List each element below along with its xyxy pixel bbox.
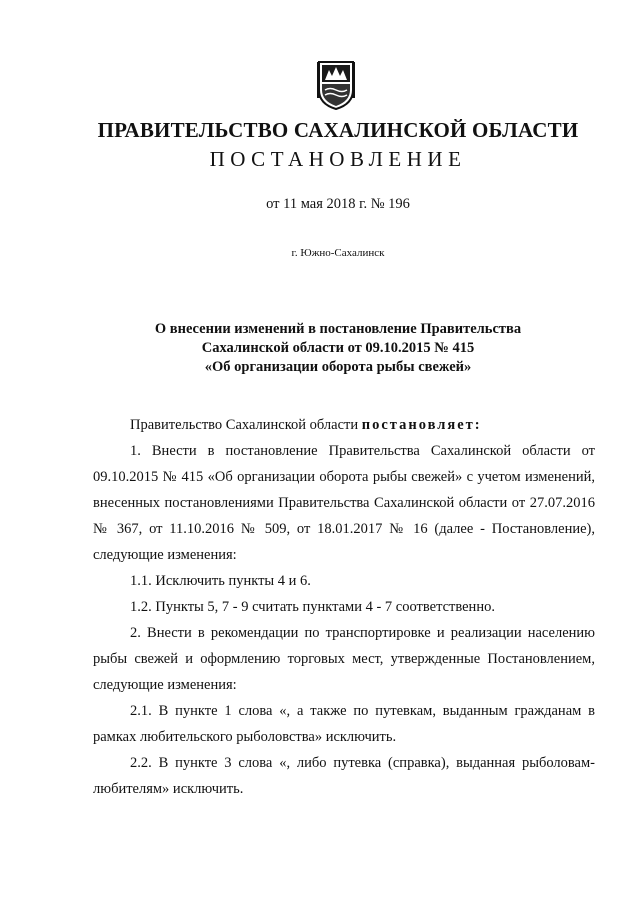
paragraph-1: 1. Внести в постановление Правительства Сахалинской области от 09.10.2015 № 415 «Об организации оборота рыбы свежей» с учетом изменений, внесенных постановлениями Правительства Сахалинской области от 27.07.2016 № 367, от 11.10.2016 № 509, от 18.01.2017 № 16 (далее - Постановление), следующие изменения: bbox=[93, 443, 595, 563]
paragraph-1-1: 1.1. Исключить пункты 4 и 6. bbox=[130, 573, 311, 589]
paragraph-1-2: 1.2. Пункты 5, 7 - 9 считать пунктами 4 - 7 соответственно. bbox=[130, 599, 495, 615]
paragraph-2-2: 2.2. В пункте 3 слова «, либо путевка (справка), выданная рыболовам-любителям» исключить. bbox=[93, 755, 595, 797]
preamble-keyword: постановляет: bbox=[361, 417, 482, 433]
government-title: ПРАВИТЕЛЬСТВО САХАЛИНСКОЙ ОБЛАСТИ bbox=[97, 118, 579, 142]
paragraph-2-1: 2.1. В пункте 1 слова «, а также по путевкам, выданным гражданам в рамках любительского рыболовства» исключить. bbox=[93, 703, 595, 745]
subject-line: «Об организации оборота рыбы свежей» bbox=[204, 359, 472, 375]
document-city: г. Южно-Сахалинск bbox=[291, 247, 385, 259]
document-type: ПОСТАНОВЛЕНИЕ bbox=[209, 147, 467, 171]
document-subject bbox=[18, 320, 640, 377]
document-body bbox=[93, 412, 595, 802]
subject-line: Сахалинской области от 09.10.2015 № 415 bbox=[201, 340, 475, 356]
paragraph-2: 2. Внести в рекомендации по транспортировке и реализации населению рыбы свежей и оформлению торговых мест, утвержденные Постановлением, следующие изменения: bbox=[93, 625, 595, 693]
preamble-lead: Правительство Сахалинской области bbox=[130, 417, 362, 433]
preamble-paragraph bbox=[93, 412, 595, 438]
subject-line: О внесении изменений в постановление Правительства bbox=[154, 321, 522, 337]
document-date-number: от 11 мая 2018 г. № 196 bbox=[266, 196, 410, 212]
sakhalin-coat-of-arms-icon bbox=[317, 60, 355, 110]
